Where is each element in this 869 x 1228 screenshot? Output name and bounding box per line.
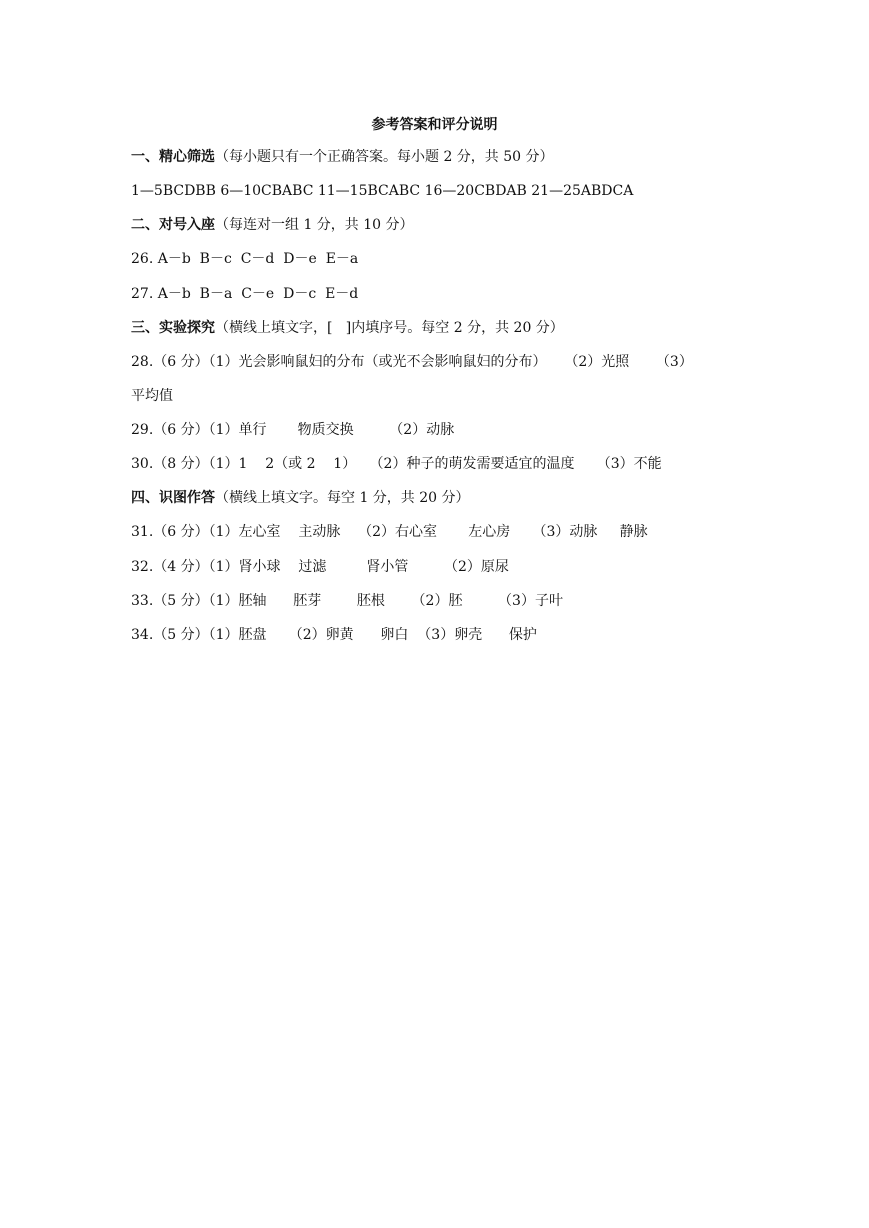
section-4-header (131, 488, 470, 508)
answer-line-29: 29.（6 分）（1）单行 物质交换 （2）动脉 (131, 422, 455, 438)
answer-line-28: 28.（6 分）（1）光会影响鼠妇的分布（或光不会影响鼠妇的分布） （2）光照 （3） (131, 354, 693, 370)
section-4-note: （横线上填文字。每空 1 分，共 20 分） (215, 490, 470, 506)
answer-line-28-continued: 平均值 (131, 388, 173, 404)
section-2-header (131, 215, 414, 235)
section-3-heading: 三、实验探究 (131, 320, 215, 336)
answer-line-26: 26. A－b B－c C－d D－e E－a (131, 251, 359, 267)
section-4-heading: 四、识图作答 (131, 490, 215, 506)
answer-line-1-25: 1—5BCDBB 6—10CBABC 11—15BCABC 16—20CBDAB 21—25ABDCA (131, 183, 634, 199)
answer-line-33: 33.（5 分）（1）胚轴 胚芽 胚根 （2）胚 （3）子叶 (131, 593, 563, 609)
section-3-header (131, 318, 564, 338)
section-1-heading: 一、精心筛选 (131, 149, 215, 165)
section-2-note: （每连对一组 1 分，共 10 分） (215, 217, 414, 233)
answer-line-34: 34.（5 分）（1）胚盘 （2）卵黄 卵白 （3）卵壳 保护 (131, 627, 537, 643)
answer-line-27: 27. A－b B－a C－e D－c E－d (131, 286, 359, 302)
page-title: 参考答案和评分说明 (371, 117, 498, 133)
answer-line-30: 30.（8 分）（1）1 2（或 2 1） （2）种子的萌发需要适宜的温度 （3）不能 (131, 456, 662, 472)
answer-line-32: 32.（4 分）（1）肾小球 过滤 肾小管 （2）原尿 (131, 559, 509, 575)
section-1-header (131, 147, 554, 167)
section-2-heading: 二、对号入座 (131, 217, 215, 233)
section-3-note: （横线上填文字，[ ]内填序号。每空 2 分，共 20 分） (215, 320, 564, 336)
answer-line-31: 31.（6 分）（1）左心室 主动脉 （2）右心室 左心房 （3）动脉 静脉 (131, 524, 648, 540)
section-1-note: （每小题只有一个正确答案。每小题 2 分，共 50 分） (215, 149, 554, 165)
